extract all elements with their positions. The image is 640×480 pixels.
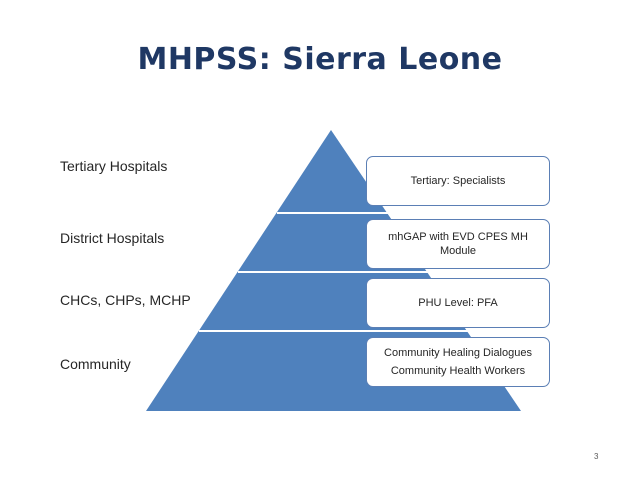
tier-box-community <box>366 337 550 387</box>
tier-box-phu <box>366 278 550 328</box>
tier-box-text: PHU Level: PFA <box>418 297 498 309</box>
label-community: Community <box>60 356 131 372</box>
page-number: 3 <box>594 452 599 461</box>
tier-box-text: Community Healing Dialogues <box>384 347 532 359</box>
label-district-hospitals: District Hospitals <box>60 230 165 246</box>
tier-box-district <box>366 219 550 269</box>
tier-box-tertiary <box>366 156 550 206</box>
label-chcs-chps-mchp: CHCs, CHPs, MCHP <box>60 292 191 308</box>
tier-box-text: Module <box>439 245 477 257</box>
tier-box-text: Tertiary: Specialists <box>410 175 506 187</box>
tier-box-text: Community Health Workers <box>390 365 526 377</box>
tier-box-text: mhGAP with EVD CPES MH <box>388 231 528 243</box>
slide-title: MHPSS: Sierra Leone <box>137 42 503 77</box>
label-tertiary-hospitals: Tertiary Hospitals <box>60 158 168 174</box>
